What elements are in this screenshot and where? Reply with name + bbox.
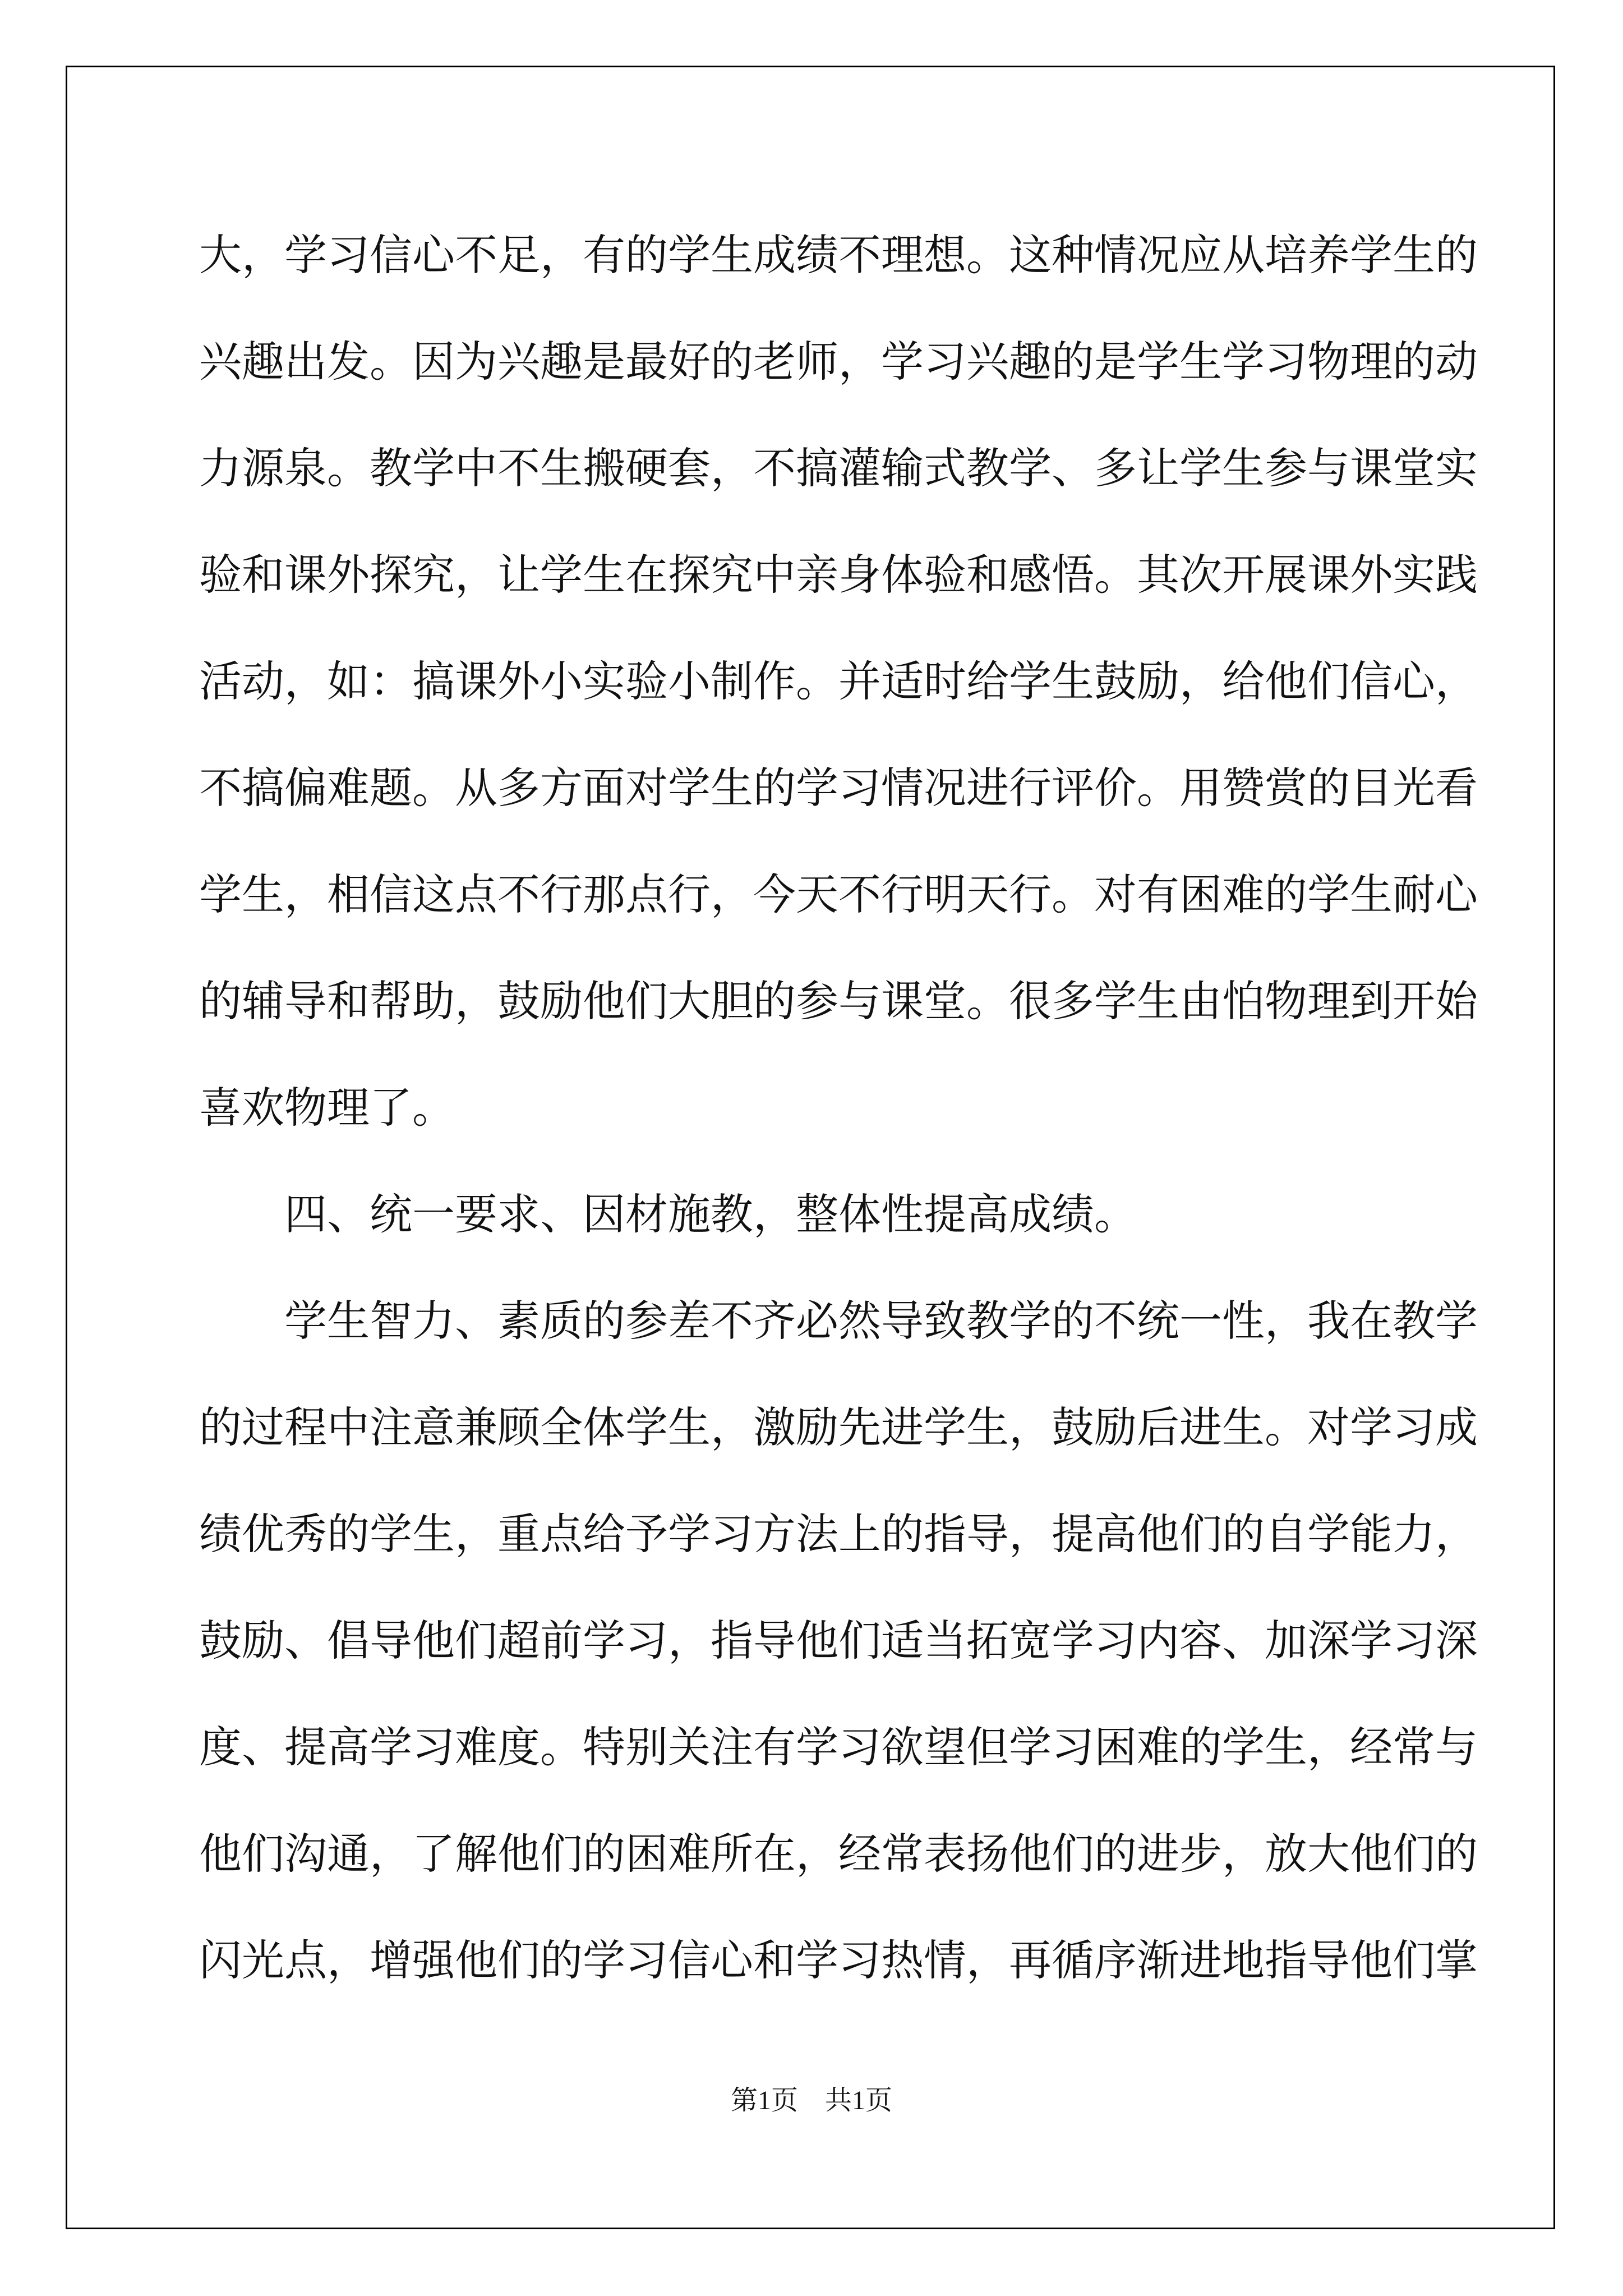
text-line: 他们沟通，了解他们的困难所在，经常表扬他们的进步，放大他们的	[199, 1829, 1478, 1879]
text-line: 度、提高学习难度。特别关注有学习欲望但学习困难的学生，经常与	[199, 1722, 1478, 1772]
text-line: 不搞偏难题。从多方面对学生的学习情况进行评价。用赞赏的目光看	[199, 763, 1478, 813]
section-heading: 四、统一要求、因材施教，整体性提高成绩。	[284, 1189, 1137, 1239]
text-line: 的过程中注意兼顾全体学生，激励先进学生，鼓励后进生。对学习成	[199, 1402, 1478, 1452]
document-body	[199, 202, 1478, 2014]
text-line: 兴趣出发。因为兴趣是最好的老师，学习兴趣的是学生学习物理的动	[199, 337, 1478, 386]
text-line: 闪光点，增强他们的学习信心和学习热情，再循序渐进地指导他们掌	[199, 1935, 1478, 1985]
page-number-footer: 第1页 共1页	[730, 2086, 892, 2115]
text-line: 大，学习信心不足，有的学生成绩不理想。这种情况应从培养学生的	[199, 230, 1478, 280]
text-line: 学生，相信这点不行那点行，今天不行明天行。对有困难的学生耐心	[199, 869, 1478, 919]
text-line: 力源泉。教学中不生搬硬套，不搞灌输式教学、多让学生参与课堂实	[199, 443, 1478, 493]
text-line: 绩优秀的学生，重点给予学习方法上的指导，提高他们的自学能力，	[199, 1509, 1478, 1559]
text-line: 学生智力、素质的参差不齐必然导致教学的不统一性，我在教学	[284, 1296, 1478, 1346]
text-line: 验和课外探究，让学生在探究中亲身体验和感悟。其次开展课外实践	[199, 550, 1478, 600]
text-line: 鼓励、倡导他们超前学习，指导他们适当拓宽学习内容、加深学习深	[199, 1616, 1478, 1665]
text-line: 活动，如：搞课外小实验小制作。并适时给学生鼓励，给他们信心，	[199, 656, 1478, 706]
text-line: 喜欢物理了。	[199, 1083, 455, 1133]
text-line: 的辅导和帮助，鼓励他们大胆的参与课堂。很多学生由怕物理到开始	[199, 976, 1478, 1026]
